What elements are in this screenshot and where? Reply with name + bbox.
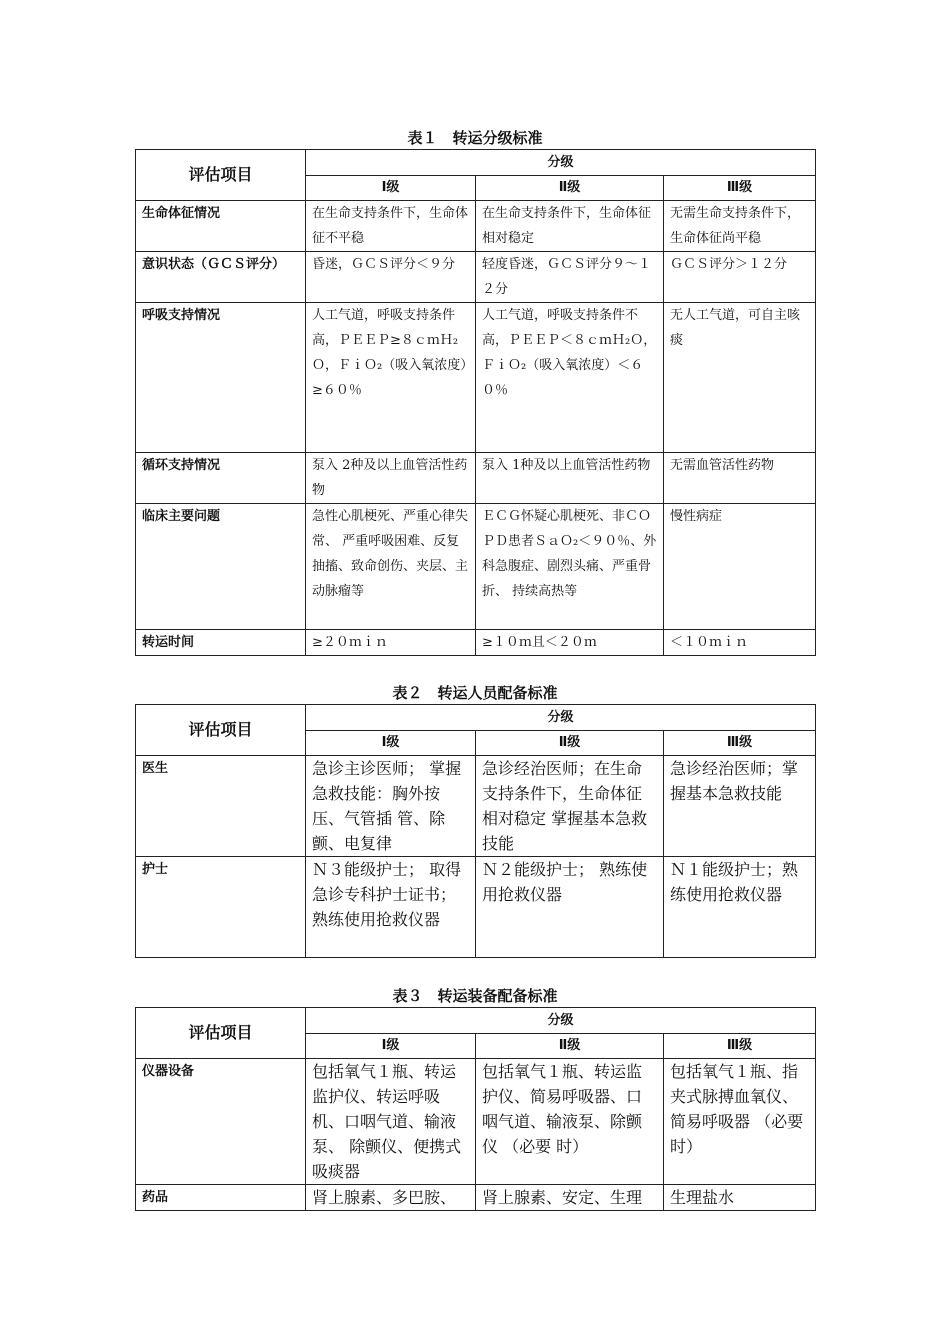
cell-level-1: 包括氧气１瓶、转运监护仪、转运呼吸机、口咽气道、输液泵、 除颤仪、便携式吸痰器 (306, 1059, 476, 1185)
cell-level-3: Ｎ１能级护士；熟练使用抢救仪器 (664, 857, 816, 958)
table-row (136, 201, 816, 252)
header-level-1: Ⅰ级 (306, 1034, 476, 1059)
table-row (136, 504, 816, 630)
cell-level-2: ≥１０ｍ且＜２０ｍ (476, 630, 664, 656)
table-row (136, 1059, 816, 1185)
table-row (136, 1185, 816, 1211)
header-grade-group: 分级 (306, 1008, 816, 1034)
table-2-staffing (135, 704, 816, 958)
cell-level-3: 生理盐水 (664, 1185, 816, 1211)
row-label: 药品 (136, 1185, 306, 1211)
cell-level-3: 无需血管活性药物 (664, 453, 816, 504)
cell-level-3: ＧＣＳ评分＞１２分 (664, 252, 816, 303)
table-1-transfer-grading (135, 149, 816, 656)
cell-level-3: 慢性病症 (664, 504, 816, 630)
table-1-caption: 表１ 转运分级标准 (407, 129, 543, 147)
cell-level-1: 在生命支持条件下，生命体征不平稳 (306, 201, 476, 252)
table-2-caption: 表２ 转运人员配备标准 (392, 684, 558, 702)
cell-level-2: 肾上腺素、安定、生理 (476, 1185, 664, 1211)
cell-level-1: 急诊主诊医师； 掌握急救技能：胸外按压、气管插 管、除颤、电复律 (306, 756, 476, 857)
cell-level-1: 急性心肌梗死、严重心律失常、 严重呼吸困难、反复抽搐、致命创伤、夹层、主动脉瘤等 (306, 504, 476, 630)
header-level-3: Ⅲ级 (664, 1034, 816, 1059)
cell-level-1: 泵入 2种及以上血管活性药物 (306, 453, 476, 504)
cell-level-3: 无需生命支持条件下，生命体征尚平稳 (664, 201, 816, 252)
cell-level-1: Ｎ３能级护士； 取得急诊专科护士证书； 熟练使用抢救仪器 (306, 857, 476, 958)
header-level-3: Ⅲ级 (664, 176, 816, 201)
header-grade-group: 分级 (306, 150, 816, 176)
cell-level-1: 人工气道，呼吸支持条件高，ＰＥＥＰ≥８ｃｍＨ₂Ｏ，ＦｉＯ₂（吸入氧浓度）≥６０％ (306, 303, 476, 453)
row-label: 生命体征情况 (136, 201, 306, 252)
cell-level-2: ＥＣＧ怀疑心肌梗死、非ＣＯＰＤ患者ＳａＯ₂＜９０％、外科急腹症、剧烈头痛、严重骨折、 持续高热等 (476, 504, 664, 630)
table-row (136, 252, 816, 303)
row-label: 循环支持情况 (136, 453, 306, 504)
header-grade-group: 分级 (306, 705, 816, 731)
cell-level-3: 无人工气道，可自主咳痰 (664, 303, 816, 453)
cell-level-2: 包括氧气１瓶、转运监护仪、简易呼吸器、口咽气道、输液泵、除颤仪 （必要 时） (476, 1059, 664, 1185)
cell-level-3: 急诊经治医师；掌握基本急救技能 (664, 756, 816, 857)
row-label: 护士 (136, 857, 306, 958)
table-row (136, 630, 816, 656)
table-3-equipment (135, 1007, 816, 1211)
cell-level-2: Ｎ２能级护士； 熟练使用抢救仪器 (476, 857, 664, 958)
header-assessment-item: 评估项目 (136, 1008, 306, 1059)
cell-level-2: 泵入 1种及以上血管活性药物 (476, 453, 664, 504)
cell-level-2: 轻度昏迷，ＧＣＳ评分９～１２分 (476, 252, 664, 303)
row-label: 意识状态（ＧＣＳ评分） (136, 252, 306, 303)
row-label: 临床主要问题 (136, 504, 306, 630)
table-row (136, 303, 816, 453)
table-row (136, 857, 816, 958)
header-level-1: Ⅰ级 (306, 731, 476, 756)
row-label: 呼吸支持情况 (136, 303, 306, 453)
cell-level-2: 在生命支持条件下，生命体征相对稳定 (476, 201, 664, 252)
row-label: 医生 (136, 756, 306, 857)
header-assessment-item: 评估项目 (136, 150, 306, 201)
cell-level-2: 人工气道，呼吸支持条件不高，ＰＥＥＰ＜８ｃｍＨ₂Ｏ，ＦｉＯ₂（吸入氧浓度）＜６０％ (476, 303, 664, 453)
header-level-2: Ⅱ级 (476, 731, 664, 756)
header-level-3: Ⅲ级 (664, 731, 816, 756)
cell-level-1: 昏迷，ＧＣＳ评分＜９分 (306, 252, 476, 303)
cell-level-2: 急诊经治医师；在生命支持条件下，生命体征相对稳定 掌握基本急救技能 (476, 756, 664, 857)
cell-level-1: ≥２０ｍｉｎ (306, 630, 476, 656)
cell-level-1: 肾上腺素、多巴胺、 (306, 1185, 476, 1211)
cell-level-3: 包括氧气１瓶、指夹式脉搏血氧仪、简易呼吸器 （必要 时） (664, 1059, 816, 1185)
cell-level-3: ＜１０ｍｉｎ (664, 630, 816, 656)
header-level-2: Ⅱ级 (476, 176, 664, 201)
table-row (136, 453, 816, 504)
header-assessment-item: 评估项目 (136, 705, 306, 756)
row-label: 仪器设备 (136, 1059, 306, 1185)
header-level-2: Ⅱ级 (476, 1034, 664, 1059)
table-3-caption: 表３ 转运装备配备标准 (392, 987, 558, 1005)
header-level-1: Ⅰ级 (306, 176, 476, 201)
table-row (136, 756, 816, 857)
row-label: 转运时间 (136, 630, 306, 656)
